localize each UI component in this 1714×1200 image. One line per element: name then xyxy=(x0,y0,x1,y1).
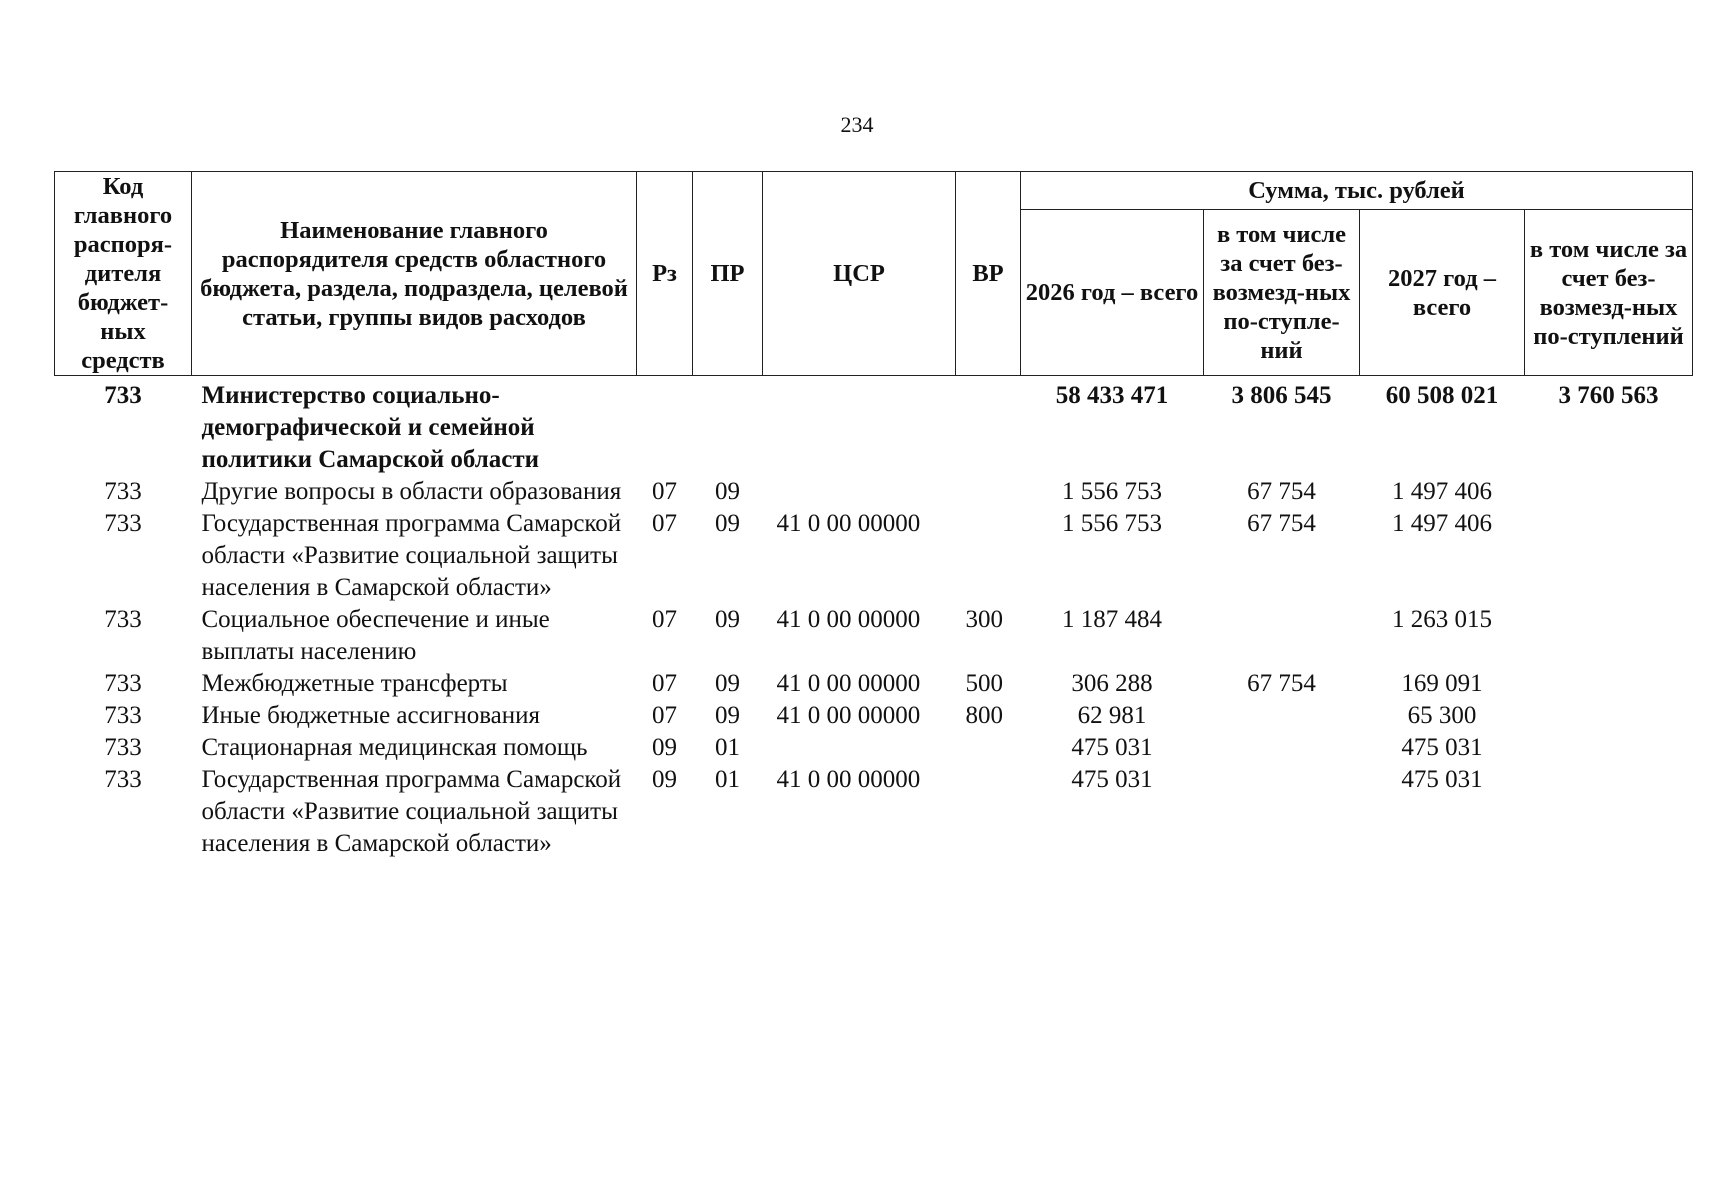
cell-csr xyxy=(763,376,956,477)
table-body xyxy=(55,376,1693,861)
header-2026-grants: в том числе за счет без-возмезд-ных по-ступле-ний xyxy=(1204,210,1360,376)
cell-name: Государственная программа Самарской области «Развитие социальной защиты населения в Самарской области» xyxy=(201,766,622,857)
cell-code: 733 xyxy=(104,670,142,697)
cell-2026-grants: 67 754 xyxy=(1247,670,1316,697)
cell-pr: 01 xyxy=(715,734,740,761)
cell-pr: 01 xyxy=(715,766,740,793)
cell-code: 733 xyxy=(104,766,142,793)
cell-2027-total: 65 300 xyxy=(1407,702,1477,729)
cell-vr xyxy=(956,376,1021,477)
cell-name: Социальное обеспечение и иные выплаты населению xyxy=(201,606,550,665)
cell-name: Иные бюджетные ассигнования xyxy=(201,702,541,729)
cell-2026-total: 1 556 753 xyxy=(1062,478,1162,505)
cell-2027-grants xyxy=(1525,508,1693,604)
cell-2026-grants xyxy=(1204,732,1360,764)
cell-csr: 41 0 00 00000 xyxy=(776,702,921,729)
cell-2026-grants: 67 754 xyxy=(1247,478,1316,505)
cell-name: Государственная программа Самарской области «Развитие социальной защиты населения в Самарской области» xyxy=(201,510,622,601)
cell-vr: 500 xyxy=(965,670,1003,697)
header-name: Наименование главного распорядителя средств областного бюджета, раздела, подраздела, целевой статьи, группы видов расходов xyxy=(192,172,637,376)
table-row xyxy=(55,476,1693,508)
header-csr: ЦСР xyxy=(763,172,956,376)
cell-2026-total: 1 556 753 xyxy=(1062,510,1162,537)
cell-rz: 07 xyxy=(652,606,677,633)
cell-code: 733 xyxy=(104,734,142,761)
table-row xyxy=(55,668,1693,700)
cell-code: 733 xyxy=(104,382,142,409)
cell-rz: 07 xyxy=(652,702,677,729)
table-row xyxy=(55,764,1693,860)
table-header xyxy=(55,172,1693,376)
cell-2026-grants: 3 806 545 xyxy=(1231,382,1332,409)
cell-2027-grants xyxy=(1525,476,1693,508)
cell-2026-total: 306 288 xyxy=(1071,670,1153,697)
cell-rz: 09 xyxy=(652,766,677,793)
header-2027-grants: в том числе за счет без-возмезд-ных по-ступлений xyxy=(1525,210,1693,376)
cell-2027-total: 475 031 xyxy=(1401,766,1483,793)
cell-2026-grants xyxy=(1204,764,1360,860)
cell-rz: 07 xyxy=(652,670,677,697)
cell-2026-total: 62 981 xyxy=(1077,702,1147,729)
cell-csr: 41 0 00 00000 xyxy=(776,510,921,537)
cell-2026-total: 475 031 xyxy=(1071,734,1153,761)
cell-2026-total: 475 031 xyxy=(1071,766,1153,793)
cell-vr xyxy=(956,508,1021,604)
cell-2026-grants xyxy=(1204,604,1360,668)
cell-vr xyxy=(956,764,1021,860)
cell-code: 733 xyxy=(104,510,142,537)
cell-2027-grants xyxy=(1525,604,1693,668)
cell-pr: 09 xyxy=(715,510,740,537)
table-row xyxy=(55,700,1693,732)
cell-2026-grants xyxy=(1204,700,1360,732)
table-row xyxy=(55,508,1693,604)
cell-vr: 300 xyxy=(965,606,1003,633)
header-rz: Рз xyxy=(637,172,693,376)
cell-rz: 07 xyxy=(652,510,677,537)
page-number: 234 xyxy=(840,112,874,137)
cell-pr: 09 xyxy=(715,606,740,633)
cell-2027-total: 475 031 xyxy=(1401,734,1483,761)
cell-name: Стационарная медицинская помощь xyxy=(201,734,588,761)
cell-pr: 09 xyxy=(715,670,740,697)
cell-2026-total: 1 187 484 xyxy=(1062,606,1162,633)
cell-2026-total: 58 433 471 xyxy=(1055,382,1169,409)
cell-rz xyxy=(637,376,693,477)
cell-rz: 07 xyxy=(652,478,677,505)
cell-csr: 41 0 00 00000 xyxy=(776,606,921,633)
cell-pr: 09 xyxy=(715,702,740,729)
cell-2027-grants xyxy=(1525,764,1693,860)
cell-name: Межбюджетные трансферты xyxy=(201,670,508,697)
cell-vr xyxy=(956,476,1021,508)
cell-vr xyxy=(956,732,1021,764)
cell-vr: 800 xyxy=(965,702,1003,729)
cell-name: Министерство социально-демографической и семейной политики Самарской области xyxy=(201,382,540,473)
header-2027-total: 2027 год – всего xyxy=(1360,210,1525,376)
header-code: Код главного распоря-дителя бюджет-ных средств xyxy=(55,172,192,376)
header-pr: ПР xyxy=(693,172,763,376)
budget-table xyxy=(54,171,1693,860)
cell-2026-grants: 67 754 xyxy=(1247,510,1316,537)
header-vr: ВР xyxy=(956,172,1021,376)
table-row xyxy=(55,604,1693,668)
cell-2027-grants xyxy=(1525,732,1693,764)
cell-csr: 41 0 00 00000 xyxy=(776,670,921,697)
cell-2027-total: 1 497 406 xyxy=(1392,510,1492,537)
header-sum-group: Сумма, тыс. рублей xyxy=(1021,172,1693,210)
header-2026-total: 2026 год – всего xyxy=(1021,210,1204,376)
header-row-top xyxy=(55,172,1693,210)
cell-2027-total: 60 508 021 xyxy=(1385,382,1499,409)
cell-code: 733 xyxy=(104,478,142,505)
cell-rz: 09 xyxy=(652,734,677,761)
cell-csr xyxy=(763,476,956,508)
cell-2027-total: 1 263 015 xyxy=(1392,606,1492,633)
cell-2027-grants: 3 760 563 xyxy=(1558,382,1659,409)
cell-2027-grants xyxy=(1525,668,1693,700)
cell-csr: 41 0 00 00000 xyxy=(776,766,921,793)
cell-2027-total: 169 091 xyxy=(1401,670,1483,697)
table-row xyxy=(55,376,1693,477)
cell-csr xyxy=(763,732,956,764)
cell-code: 733 xyxy=(104,606,142,633)
cell-name: Другие вопросы в области образования xyxy=(201,478,622,505)
cell-2027-total: 1 497 406 xyxy=(1392,478,1492,505)
table-row xyxy=(55,732,1693,764)
cell-code: 733 xyxy=(104,702,142,729)
cell-pr xyxy=(693,376,763,477)
cell-2027-grants xyxy=(1525,700,1693,732)
cell-pr: 09 xyxy=(715,478,740,505)
